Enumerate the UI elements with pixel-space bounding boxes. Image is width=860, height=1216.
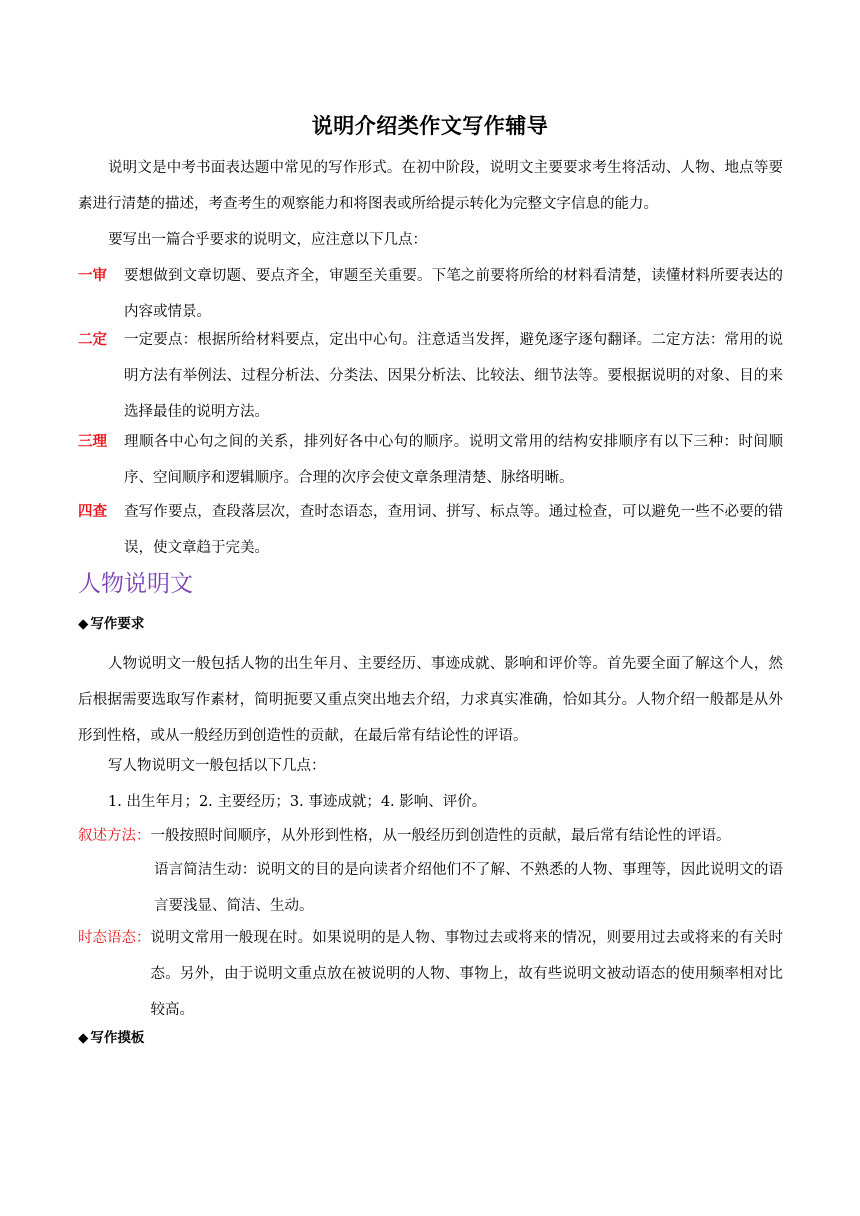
tense-text: 说明文常用一般现在时。如果说明的是人物、事物过去或将来的情况，则要用过去或将来的有关时态。另外，由于说明文重点放在被说明的人物、事物上，故有些说明文被动语态的使用频率相对比较高。 xyxy=(150,930,783,1018)
requirements-subheading-text: 写作要求 xyxy=(90,616,145,632)
point-label: 二定 xyxy=(78,332,107,348)
diamond-icon: ◆ xyxy=(78,1030,89,1046)
point-text: 查写作要点，查段落层次，查时态语态，查用词、拼写、标点等。通过检查，可以避免一些不必要的错误，使文章趋于完美。 xyxy=(124,504,783,556)
point-text: 理顺各中心句之间的关系，排列好各中心句的顺序。说明文常用的结构安排顺序有以下三种：时间顺序、空间顺序和逻辑顺序。合理的次序会使文章条理清楚、脉络明晰。 xyxy=(124,434,783,486)
method-row xyxy=(78,818,783,854)
intro-lead-paragraph: 要写出一篇合乎要求的说明文，应注意以下几点： xyxy=(108,232,427,248)
points-list: 1. 出生年月；2. 主要经历；3. 事迹成就；4. 影响、评价。 xyxy=(108,794,487,810)
page-title: 说明介绍类作文写作辅导 xyxy=(311,114,549,138)
point-li xyxy=(78,424,783,496)
method-label: 叙述方法： xyxy=(78,828,151,844)
template-subheading xyxy=(78,1026,144,1050)
point-text: 要想做到文章切题、要点齐全，审题至关重要。下笔之前要将所给的材料看清楚，读懂材料所要表达的内容或情景。 xyxy=(124,268,783,320)
section-heading: 人物说明文 xyxy=(78,571,193,597)
point-cha xyxy=(78,494,783,566)
points-lead-paragraph: 写人物说明文一般包括以下几点： xyxy=(108,758,326,774)
point-label: 三理 xyxy=(78,434,107,450)
point-text: 一定要点：根据所给材料要点，定出中心句。注意适当发挥，避免逐字逐句翻译。二定方法：常用的说明方法有举例法、过程分析法、分类法、因果分析法、比较法、细节法等。要根据说明的对象、目的来选择最佳的说明方法。 xyxy=(124,332,783,420)
tense-row xyxy=(78,920,783,1028)
tense-label: 时态语态： xyxy=(78,930,151,946)
point-label: 一审 xyxy=(78,268,107,284)
diamond-icon: ◆ xyxy=(78,616,89,632)
method-text: 一般按照时间顺序，从外形到性格，从一般经历到创造性的贡献，最后常有结论性的评语。 xyxy=(150,828,731,844)
intro-paragraph: 说明文是中考书面表达题中常见的写作形式。在初中阶段，说明文主要要求考生将活动、人物、地点等要素进行清楚的描述，考查考生的观察能力和将图表或所给提示转化为完整文字信息的能力。 xyxy=(78,160,783,212)
template-subheading-text: 写作摸板 xyxy=(90,1030,145,1046)
requirements-subheading xyxy=(78,612,144,636)
point-label: 四查 xyxy=(78,504,107,520)
language-paragraph: 语言简洁生动：说明文的目的是向读者介绍他们不了解、不熟悉的人物、事理等，因此说明文的语言要浅显、简洁、生动。 xyxy=(154,862,783,914)
point-shen xyxy=(78,258,783,330)
requirements-paragraph: 人物说明文一般包括人物的出生年月、主要经历、事迹成就、影响和评价等。首先要全面了解这个人，然后根据需要选取写作素材，简明扼要又重点突出地去介绍，力求真实准确，恰如其分。人物介绍一般都是从外形到性格，或从一般经历到创造性的贡献，在最后常有结论性的评语。 xyxy=(78,656,783,744)
point-ding xyxy=(78,322,783,430)
